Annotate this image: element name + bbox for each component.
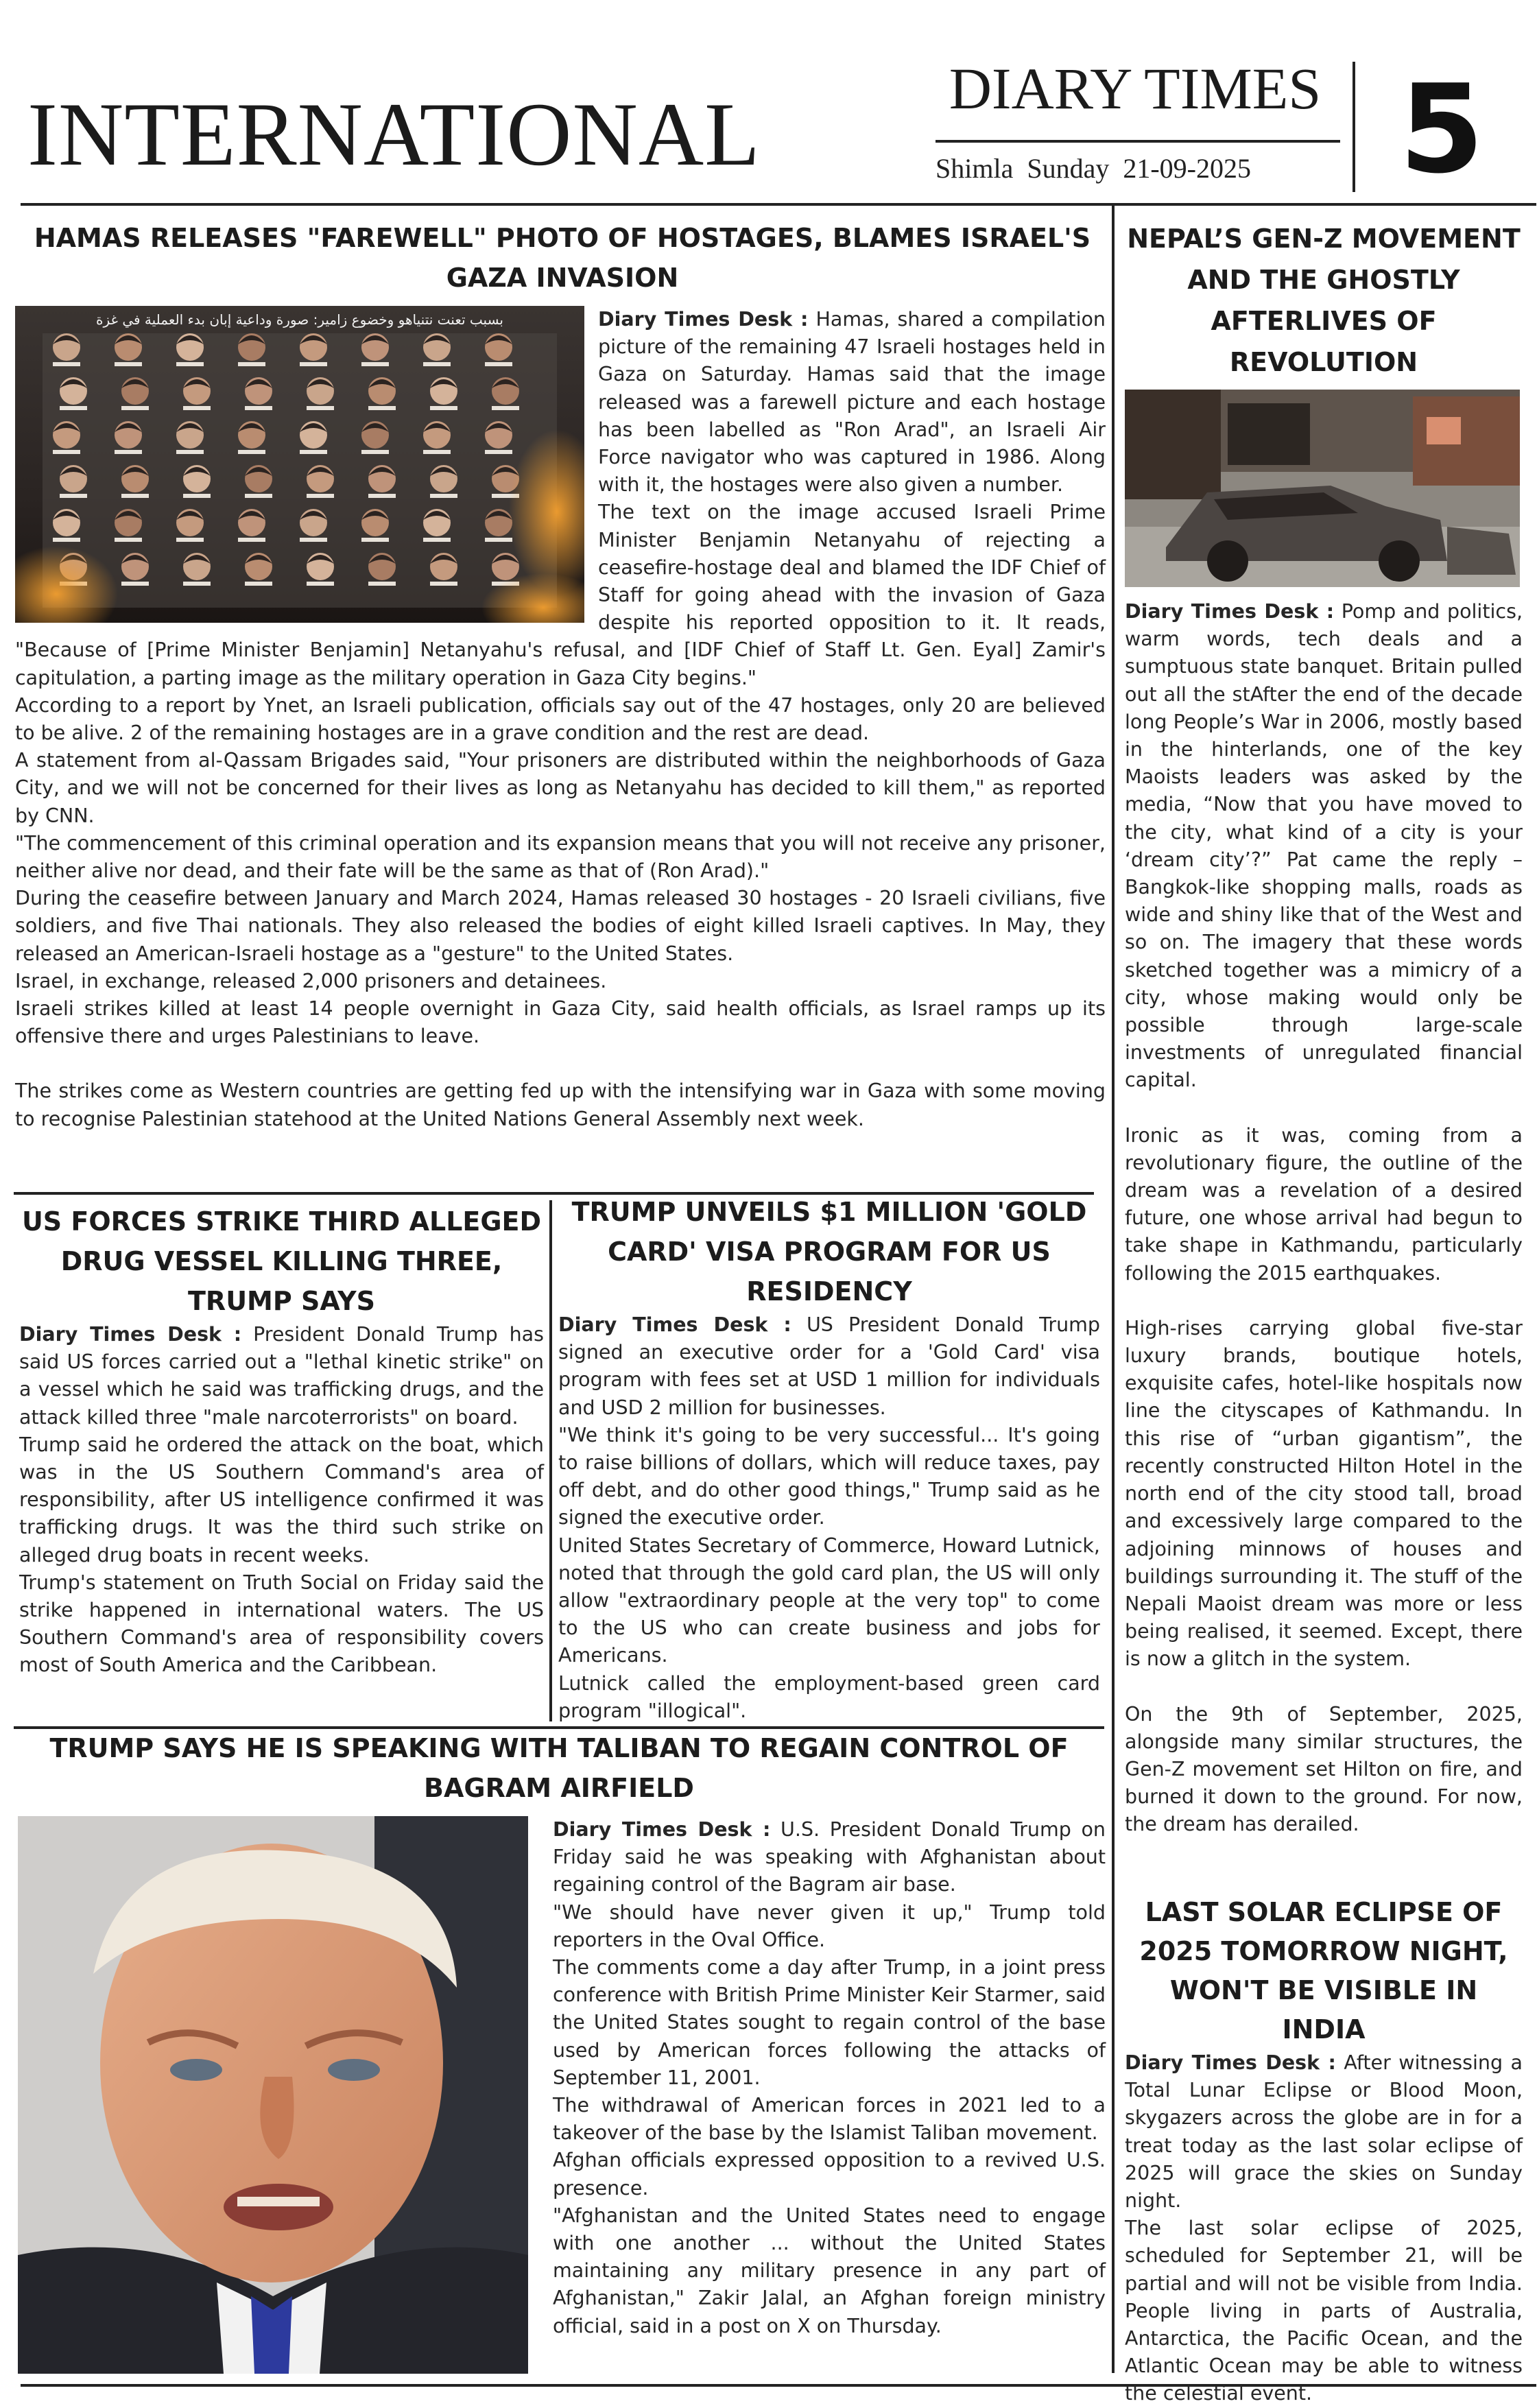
hostage-label [53,362,80,366]
headline-drug-vessel: US FORCES STRIKE THIRD ALLEGED DRUG VESSEL KILLING THREE, TRUMP SAYS [21,1206,542,1316]
hostage-label [176,362,204,366]
hostage-label [115,538,142,542]
hostage-label [238,450,265,454]
headline-eclipse: LAST SOLAR ECLIPSE OF 2025 TOMORROW NIGHT, WON'T BE VISIBLE IN INDIA [1139,1897,1508,2045]
hostage-label [183,494,211,498]
hostage-label [485,450,512,454]
hostage-label [176,450,204,454]
hostage-label [368,582,396,586]
hostage-label [307,406,334,410]
hostage-label [492,406,519,410]
body-drug-vessel: Diary Times Desk : President Donald Trump has said US forces carried out a "lethal kinetic strike" on a vessel which he said was trafficking drugs, and the attack killed three "male narcoterrorists" on board. Trump said he ordered the attack on the boat, which was in the US Southern Command's area of responsibility, after US intelligence confirmed it was trafficking drugs. It was the third such strike on alleged drug boats in recent weeks. Trump's statement on Truth Social on Friday said the strike happened in international waters. The US Southern Command's area of responsibility covers most of South America and the Caribbean. [19,1323,544,1677]
byline-gold-card: Diary Times Desk : [558,1313,791,1336]
hostage-label [183,582,211,586]
hostage-label [423,362,451,366]
hostage-label [115,450,142,454]
hostage-label [361,362,389,366]
hostage-label [60,494,87,498]
hostage-label [423,538,451,542]
hostage-label [121,406,149,410]
header-rule [21,203,1536,206]
dateline-rule [936,140,1340,143]
hostage-label [430,582,457,586]
hostage-label [121,494,149,498]
section-title: INTERNATIONAL [27,84,761,184]
article-bagram [14,1728,1104,1808]
byline-eclipse: Diary Times Desk : [1125,2051,1336,2074]
header-divider [1353,62,1355,192]
hostage-label [115,362,142,366]
body-eclipse: Diary Times Desk : After witnessing a Total Lunar Eclipse or Blood Moon, skygazers across the globe are in for a treat today as the last solar eclipse of 2025 will grace the skies on Sunday night. The last solar eclipse of 2025, scheduled for September 21, will be partial and will not be visible from India. People living in parts of Australia, Antarctica, the Pacific Ocean, and the Atlantic Ocean may be able to witness the celestial event. [1125,2051,1523,2405]
trump-photo [18,1816,528,2374]
hostage-label [238,362,265,366]
hostage-label [60,406,87,410]
hostage-label [423,450,451,454]
hostages-collage-graphic [15,306,584,623]
hostage-label [300,362,327,366]
headline-nepal: NEPAL’S GEN-Z MOVEMENT AND THE GHOSTLY AFTERLIVES OF REVOLUTION [1127,224,1521,377]
page-number: 5 [1399,58,1484,200]
burned-car-graphic [1125,390,1520,587]
photo-caption: بسبب تعنت نتنياهو وخضوع زامير: صورة وداعية إبان بدء العملية في غزة [96,311,503,328]
hostage-label [245,582,272,586]
article-drug-vessel [19,1202,544,1680]
hostage-label [307,494,334,498]
body-gold-card: Diary Times Desk : US President Donald Trump signed an executive order for a 'Gold Card' visa program with fees set at USD 1 million for individuals and USD 2 million for businesses. "We think it's going to be very successful... It's going to raise billions of dollars, which will reduce taxes, pay off debt, and do other good things," Trump said as he signed the executive order. United States Secretary of Commerce, Howard Lutnick, noted that through the gold card plan, the US will only allow "extraordinary people at the very top" to come to the US who can create business and jobs for Americans. Lutnick called the employment-based green card program "illogical". [558,1313,1101,1722]
column-divider [1112,206,1115,2373]
hostage-label [300,538,327,542]
hostage-label [176,538,204,542]
body-bagram: Diary Times Desk : U.S. President Donald Trump on Friday said he was speaking with Afghanistan about regaining control of the Bagram air base. "We should have never given it up," Trump told reporters in the Oval Office. The comments come a day after Trump, in a joint press conference with British Prime Minister Keir Starmer, said the United States sought to regain control of the base used by American forces following the attacks of September 11, 2001. The withdrawal of American forces in 2021 led to a takeover of the base by the Islamist Taliban movement. Afghan officials expressed opposition to a revived U.S. presence. "Afghanistan and the United States need to engage with one another ... without the United States maintaining any military presence in any part of Afghanistan," Zakir Jalal, an Afghan foreign ministry official, said in a post on X on Thursday. [553,1818,1106,2337]
article-nepal [1125,218,1523,1839]
article-gold-card [558,1192,1100,1725]
hostage-label [245,494,272,498]
byline-nepal: Diary Times Desk : [1125,600,1335,623]
trump-portrait-graphic [18,1816,528,2374]
byline-bagram: Diary Times Desk : [553,1818,771,1841]
hostages-photo [15,306,584,623]
burned-car-photo [1125,390,1520,587]
headline-bagram: TRUMP SAYS HE IS SPEAKING WITH TALIBAN TO REGAIN CONTROL OF BAGRAM AIRFIELD [49,1733,1069,1803]
headline-hamas: HAMAS RELEASES "FAREWELL" PHOTO OF HOSTAGES, BLAMES ISRAEL'S GAZA INVASION [34,223,1091,293]
hostage-label [430,406,457,410]
body-hamas: Diary Times Desk : Hamas, shared a compilation picture of the remaining 47 Israeli hostages held in Gaza on Saturday. Hamas said that the image released was a farewell picture and each hostage has been labelled as "Ron Arad", an Israeli Air Force navigator who was captured in 1986. Along with it, the hostages were also given a number. The text on the image accused Israeli Prime Minister Benjamin Netanyahu of rejecting a ceasefire-hostage deal and blamed the IDF Chief of Staff for going ahead with the invasion of Gaza despite his reported opposition to it. It reads, "Because of [Prime Minister Benjamin] Netanyahu's refusal, and [IDF Chief of Staff Lt. Gen. Eyal] Zamir's capitulation, a parting image as the military operation in Gaza City begins." According to a report by Ynet, an Israeli publication, officials say out of the 47 hostages, only 20 are believed to be alive. 2 of the remaining hostages are in a grave condition and the rest are dead. A statement from al-Qassam Brigades said, "Your prisoners are distributed within the neighborhoods of Gaza City, and we will not be concerned for their lives as long as Netanyahu has decided to kill them," as reported by CNN. "The commencement of this criminal operation and its expansion means that you will not receive any prisoner, neither alive nor dead, and their fate will be the same as that of (Ron Arad)." During the ceasefire between January and March 2024, Hamas released 30 hostages - 20 Israeli civilians, five soldiers, and five Thai nationals. They also released the bodies of eight killed Israeli captives. In May, they released an American-Israeli hostage as a "gesture" to the United States. Israel, in exchange, released 2,000 prisoners and detainees. Israeli strikes killed at least 14 people overnight in Gaza City, said health officials, as Israel ramps up its offensive there and urges Palestinians to leave. The strikes come as Western countries are getting fed up with the intensifying war in Gaza with some moving to recognise Palestinian statehood at the United Nations General Assembly next week. [15,308,1106,1130]
article-hamas [14,218,1111,298]
hostage-label [368,406,396,410]
article-hamas-body [15,306,1106,1133]
hostage-label [53,450,80,454]
hostage-label [430,494,457,498]
mid-column-divider [549,1200,552,1721]
hostage-label [361,450,389,454]
article-bagram-body [553,1816,1106,2340]
byline-drug-vessel: Diary Times Desk : [19,1323,242,1346]
hostage-label [368,494,396,498]
masthead: DIARY TIMES [949,56,1322,121]
dateline: Shimla Sunday 21-09-2025 [936,153,1251,184]
hostage-label [121,582,149,586]
article-eclipse [1125,1893,1523,2408]
hostage-label [245,406,272,410]
hostage-label [485,362,512,366]
hostage-label [361,538,389,542]
hostage-label [183,406,211,410]
hostage-label [238,538,265,542]
hostage-label [485,538,512,542]
hostage-label [307,582,334,586]
headline-gold-card: TRUMP UNVEILS $1 MILLION 'GOLD CARD' VISA PROGRAM FOR US RESIDENCY [571,1197,1087,1307]
hostage-label [300,450,327,454]
body-nepal: Diary Times Desk : Pomp and politics, warm words, tech deals and a sumptuous state banquet. Britain pulled out all the stAfter the end of the decade long People’s War in 2006, mostly based in the hinterlands, one of the key Maoists leaders was asked by the media, “Now that you have moved to the city, what kind of a city is your ‘dream city’?” Pat came the reply – Bangkok-like shopping malls, roads as wide and shiny like that of the West and so on. The imagery that these words sketched together was a mimicry of a city, whose making would only be possible through large-scale investments of unregulated financial capital. Ironic as it was, coming from a revolutionary figure, the outline of the dream was a revelation of a desired future, one whose arrival had begun to take shape in Kathmandu, particularly following the 2015 earthquakes. High-rises carrying global five-star luxury brands, boutique hotels, exquisite cafes, hotel-like hospitals now line the cityscapes of Kathmandu. In this rise of “urban gigantism”, the recently constructed Hilton Hotel in the north end of the city stood tall, broad and excessively large compared to the adjoining minnows of houses and buildings surrounding it. The stuff of the Nepali Maoist dream was more or less being realised, it seemed. Except, there is now a glitch in the system. On the 9th of September, 2025, alongside many similar structures, the Gen-Z movement set Hilton on fire, and burned it down to the ground. For now, the dream has derailed. [1125,600,1523,1836]
byline-hamas: Diary Times Desk : [598,308,809,331]
hostage-label [53,538,80,542]
